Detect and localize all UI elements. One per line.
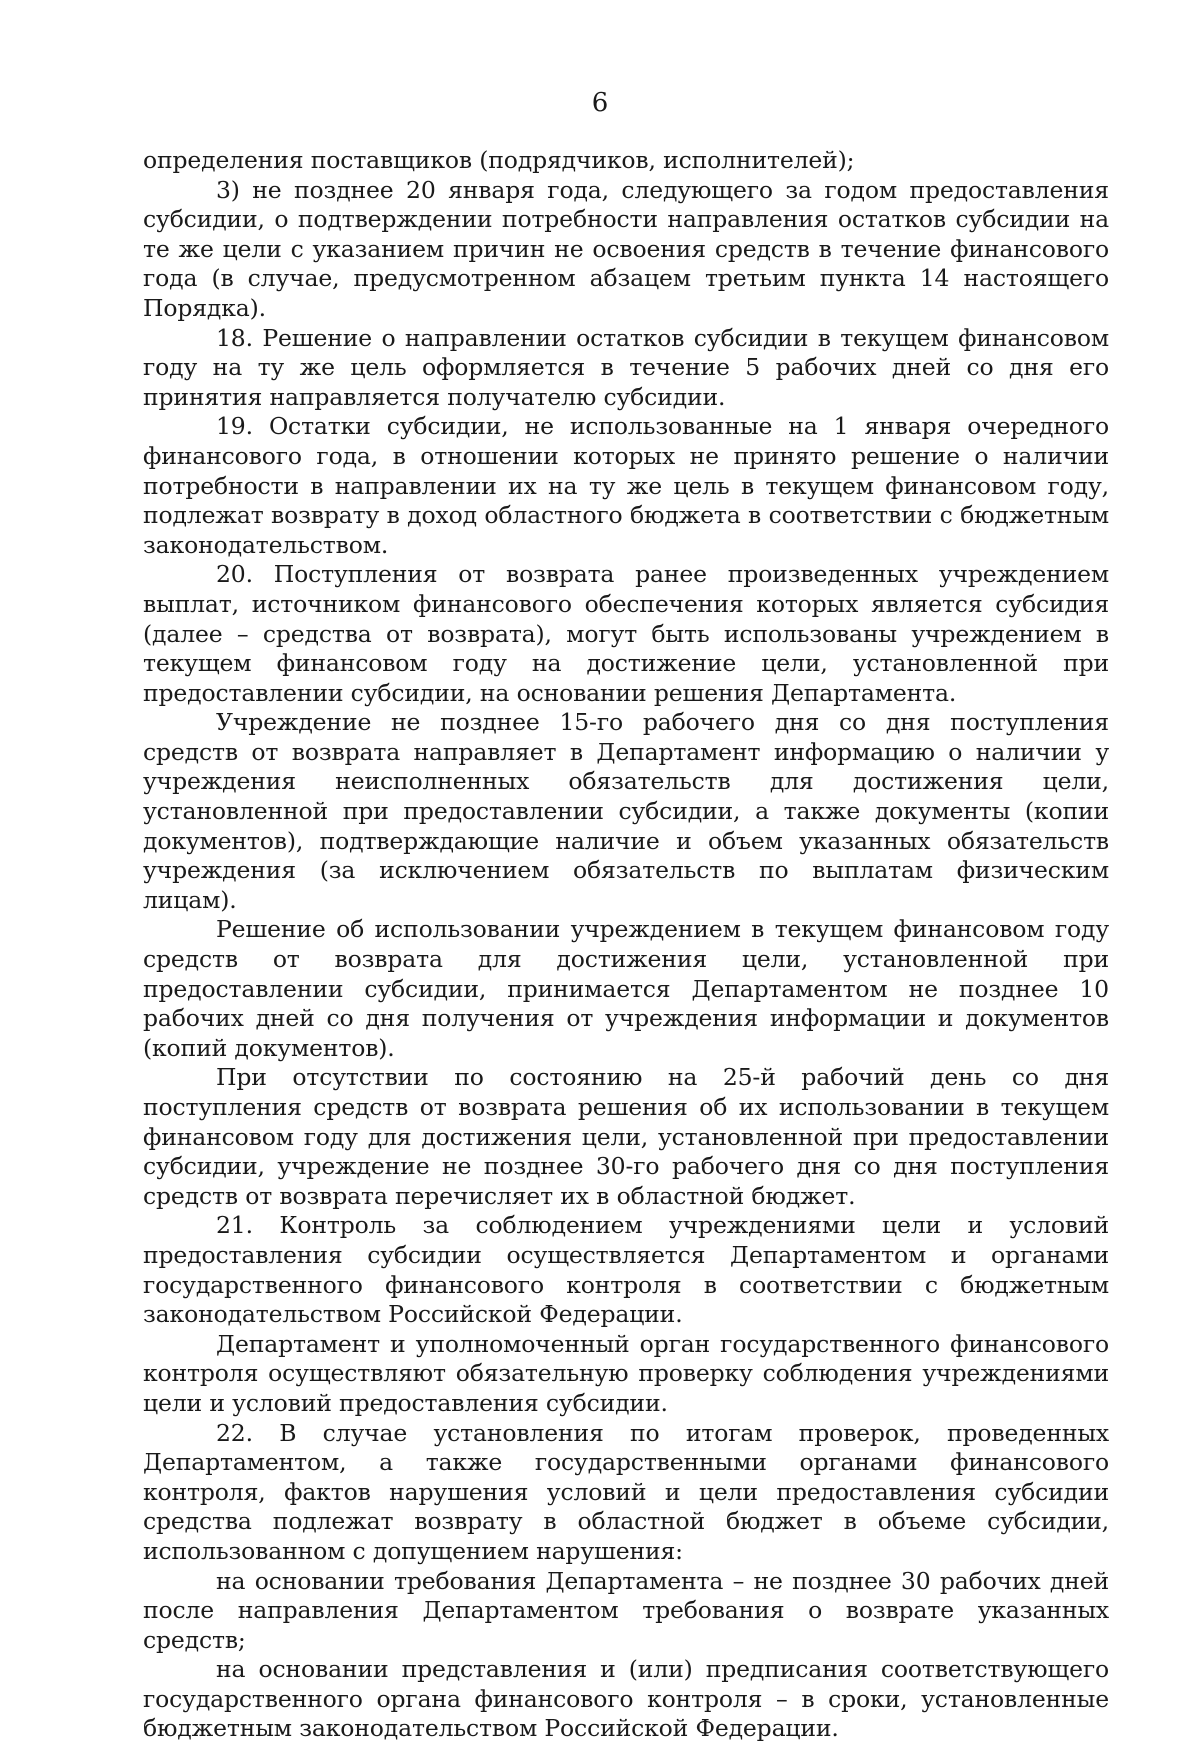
paragraph-clause-21: 21. Контроль за соблюдением учреждениями цели и условий предоставления субсидии осуществляется Департаментом и органами государственного финансового контроля в соответствии с бюджетным законодательством Российской Федерации. — [143, 1211, 1109, 1329]
paragraph-clause-20-part-4: При отсутствии по состоянию на 25-й рабочий день со дня поступления средств от возврата решения об их использовании в текущем финансовом году для достижения цели, установленной при предоставлении субсидии, учреждение не позднее 30-го рабочего дня со дня поступления средств от возврата перечисляет их в областной бюджет. — [143, 1063, 1109, 1210]
document-body — [143, 146, 1109, 1744]
paragraph-clause-21-part-2: Департамент и уполномоченный орган государственного финансового контроля осуществляют обязательную проверку соблюдения учреждениями цели и условий предоставления субсидии. — [143, 1329, 1109, 1417]
paragraph-clause-18: 18. Решение о направлении остатков субсидии в текущем финансовом году на ту же цель оформляется в течение 5 рабочих дней со дня его принятия направляется получателю субсидии. — [143, 323, 1109, 411]
paragraph-clause-22: 22. В случае установления по итогам проверок, проведенных Департаментом, а также государственными органами финансового контроля, фактов нарушения условий и цели предоставления субсидии средства подлежат возврату в областной бюджет в объеме субсидии, использованном с допущением нарушения: — [143, 1418, 1109, 1565]
paragraph-clause-22-part-3: на основании представления и (или) предписания соответствующего государственного органа финансового контроля – в сроки, установленные бюджетным законодательством Российской Федерации. — [143, 1655, 1109, 1743]
paragraph-clause-20-part-3: Решение об использовании учреждением в текущем финансовом году средств от возврата для достижения цели, установленной при предоставлении субсидии, принимается Департаментом не позднее 10 рабочих дней со дня получения от учреждения информации и документов (копий документов). — [143, 915, 1109, 1062]
paragraph-clause-19: 19. Остатки субсидии, не использованные на 1 января очередного финансового года, в отношении которых не принято решение о наличии потребности в направлении их на ту же цель в текущем финансовом году, подлежат возврату в доход областного бюджета в соответствии с бюджетным законодательством. — [143, 412, 1109, 559]
paragraph-clause-20: 20. Поступления от возврата ранее произведенных учреждением выплат, источником финансового обеспечения которых является субсидия (далее – средства от возврата), могут быть использованы учреждением в текущем финансовом году на достижение цели, установленной при предоставлении субсидии, на основании решения Департамента. — [143, 560, 1109, 707]
page-number: 6 — [591, 88, 609, 118]
paragraph-clause-22-part-2: на основании требования Департамента – не позднее 30 рабочих дней после направления Департаментом требования о возврате указанных средств; — [143, 1566, 1109, 1654]
paragraph-continuation: определения поставщиков (подрядчиков, исполнителей); — [143, 146, 855, 174]
paragraph-clause-20-part-2: Учреждение не позднее 15-го рабочего дня со дня поступления средств от возврата направляет в Департамент информацию о наличии у учреждения неисполненных обязательств для достижения цели, установленной при предоставлении субсидии, а также документы (копии документов), подтверждающие наличие и объем указанных обязательств учреждения (за исключением обязательств по выплатам физическим лицам). — [143, 708, 1109, 914]
paragraph-item-3: 3) не позднее 20 января года, следующего за годом предоставления субсидии, о подтверждении потребности направления остатков субсидии на те же цели с указанием причин не освоения средств в течение финансового года (в случае, предусмотренном абзацем третьим пункта 14 настоящего Порядка). — [143, 175, 1109, 322]
